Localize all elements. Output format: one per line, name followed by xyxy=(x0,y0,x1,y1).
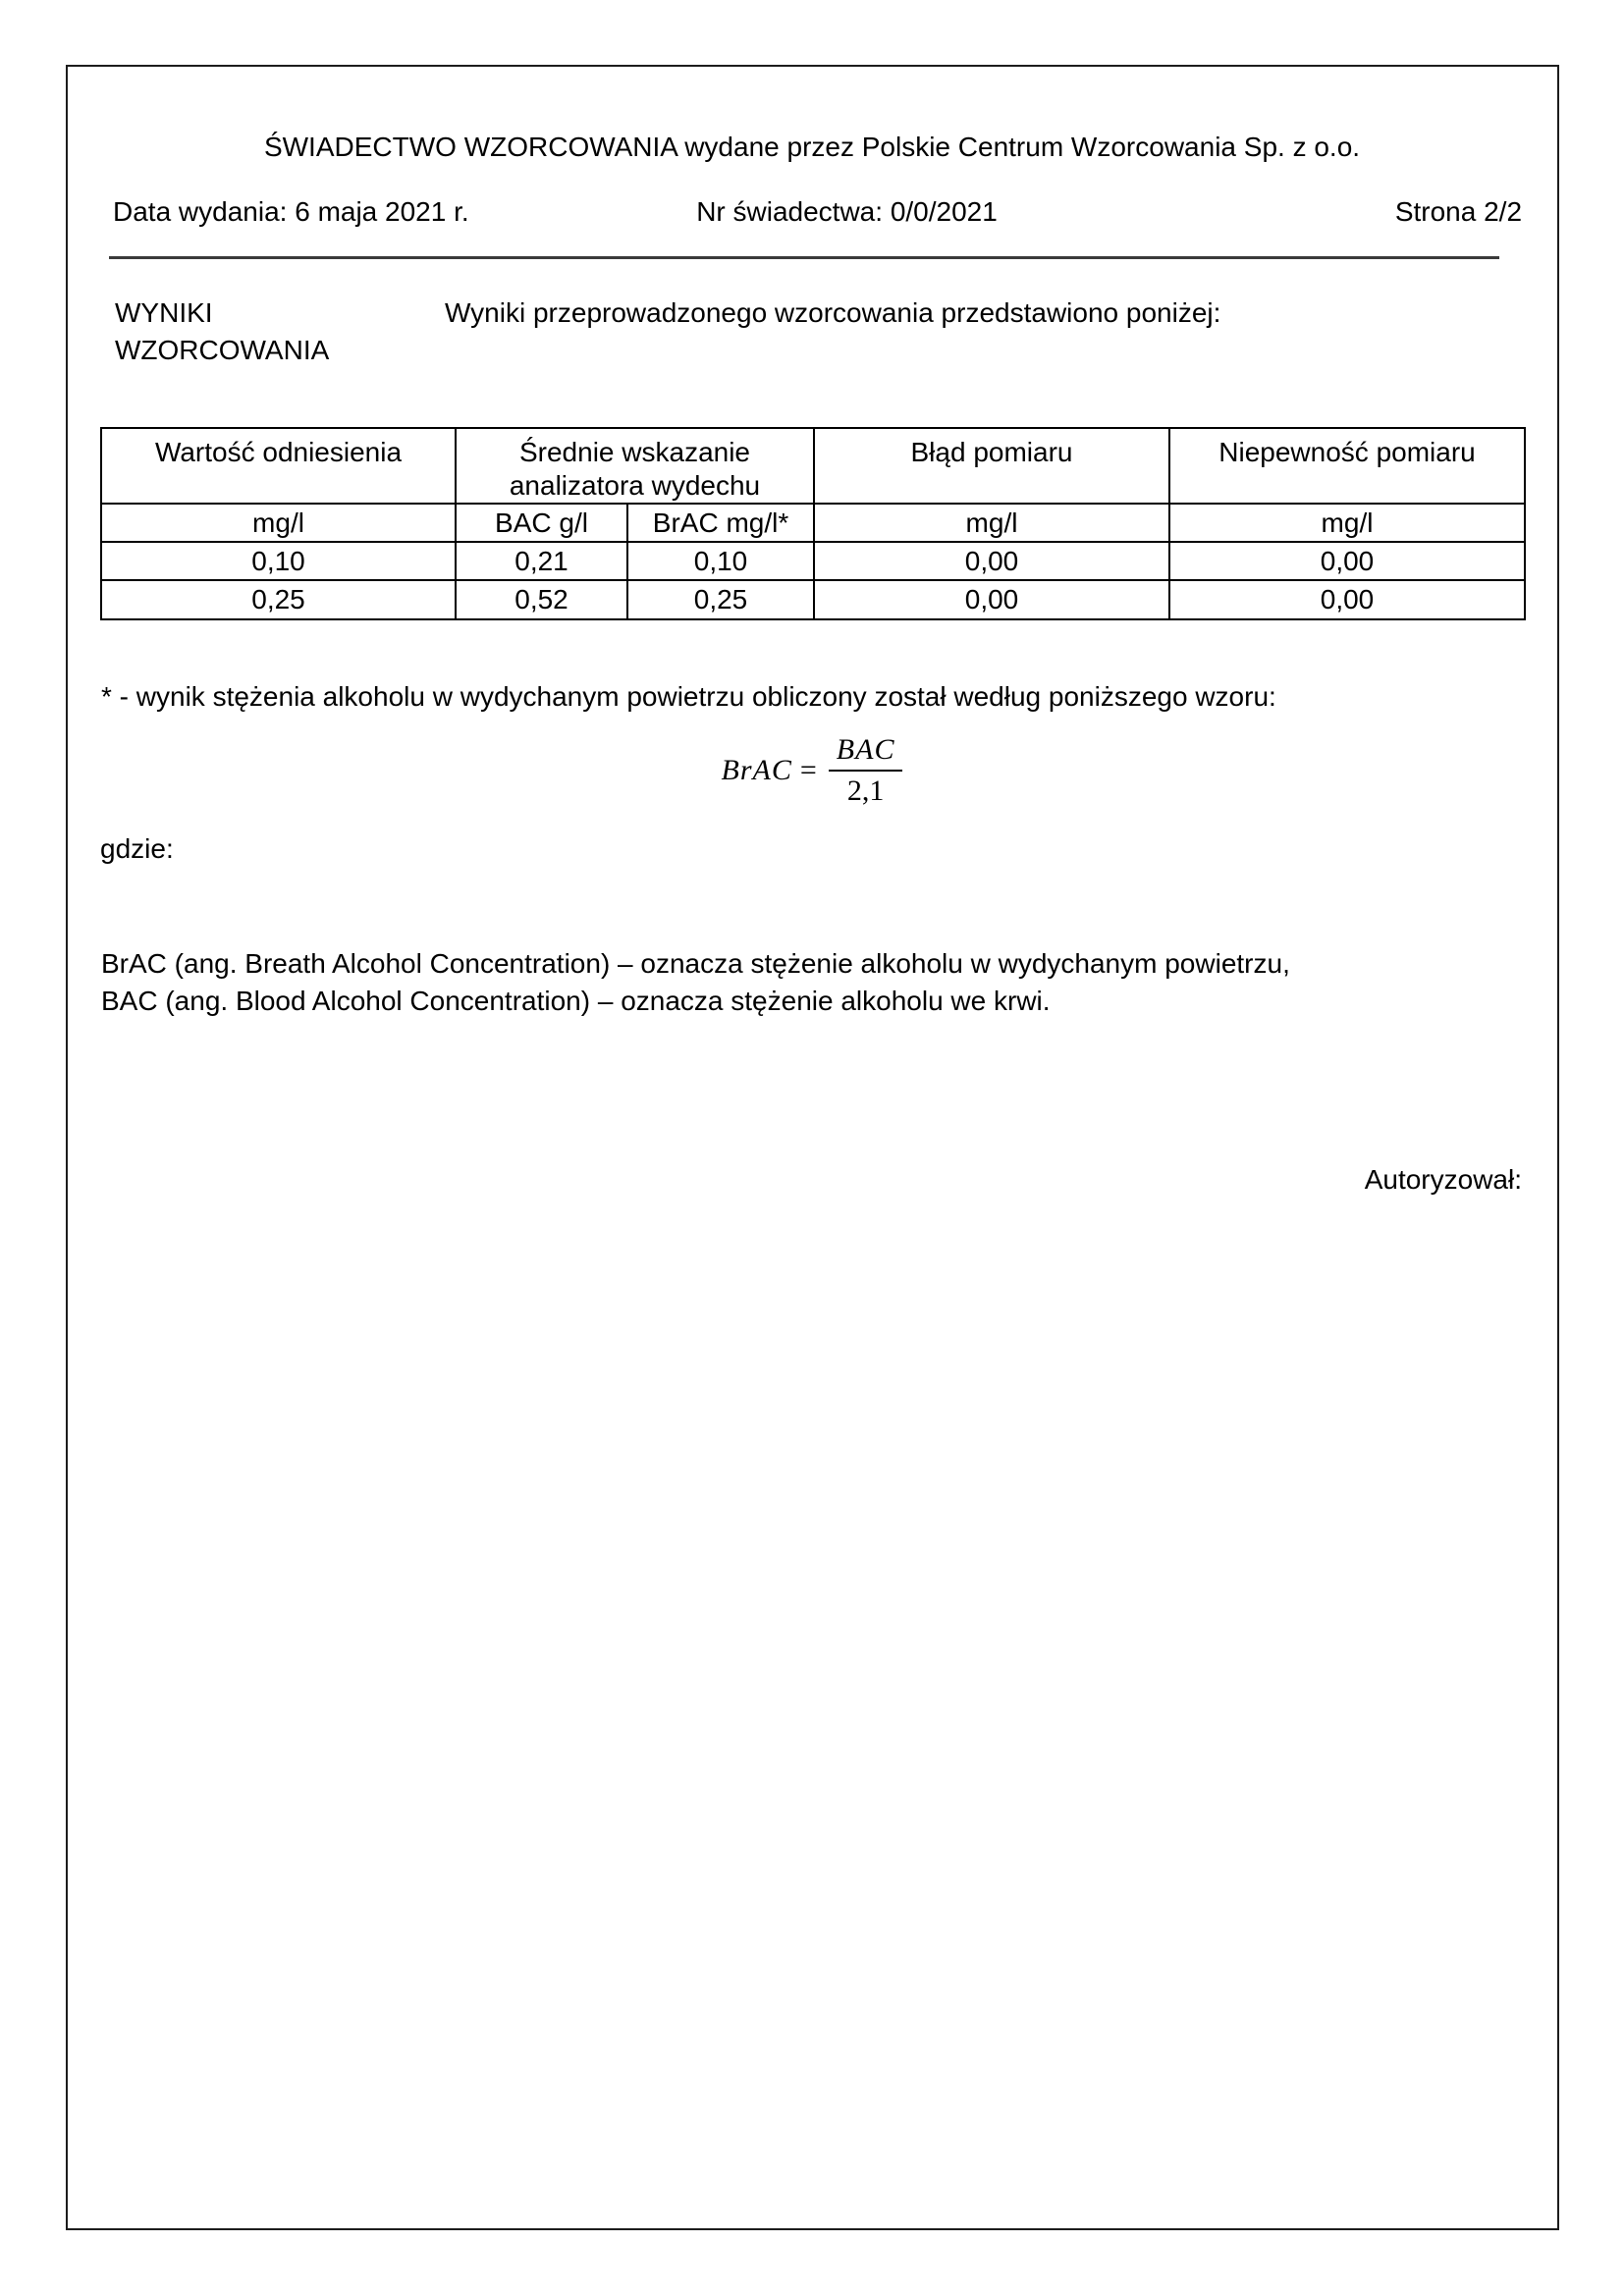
value-cell: 0,25 xyxy=(101,580,456,619)
formula-fraction xyxy=(829,734,903,807)
formula-footnote: * - wynik stężenia alkoholu w wydychanym powietrzu obliczony został według poniższego wzoru: xyxy=(101,681,1276,712)
abbreviation-definitions xyxy=(101,945,1290,1020)
formula-numerator: BAC xyxy=(829,734,903,772)
certificate-number-label: Nr świadectwa: 0/0/2021 xyxy=(696,196,998,227)
brac-definition: BrAC (ang. Breath Alcohol Concentration) – oznacza stężenie alkoholu w wydychanym powietrzu, xyxy=(101,948,1290,979)
header-measurement-error: Błąd pomiaru xyxy=(814,428,1169,504)
unit-cell: mg/l xyxy=(814,504,1169,542)
formula-denominator: 2,1 xyxy=(846,774,885,807)
value-cell: 0,00 xyxy=(1169,542,1525,580)
brac-formula xyxy=(66,734,1558,807)
header-reference-value: Wartość odniesienia xyxy=(101,428,456,504)
header-mean-indication-line2: analizatora wydechu xyxy=(509,470,761,501)
header-meta-row xyxy=(113,192,1522,232)
formula-lhs: BrAC xyxy=(721,754,792,786)
table-row xyxy=(101,542,1525,580)
unit-cell: BAC g/l xyxy=(456,504,627,542)
page-number-label: Strona 2/2 xyxy=(1394,196,1523,227)
table-header-row xyxy=(101,428,1525,504)
header-divider xyxy=(109,256,1499,259)
header-mean-indication-line1: Średnie wskazanie xyxy=(518,437,751,467)
table-units-row xyxy=(101,504,1525,542)
value-cell: 0,00 xyxy=(814,542,1169,580)
unit-cell: mg/l xyxy=(1169,504,1525,542)
results-section-heading xyxy=(115,294,329,369)
value-cell: 0,10 xyxy=(101,542,456,580)
issue-date-label: Data wydania: 6 maja 2021 r. xyxy=(113,196,469,227)
header-mean-indication xyxy=(456,428,814,504)
results-heading-line2: WZORCOWANIA xyxy=(115,335,330,365)
certificate-title: ŚWIADECTWO WZORCOWANIA wydane przez Polskie Centrum Wzorcowania Sp. z o.o. xyxy=(263,132,1361,162)
table-row xyxy=(101,580,1525,619)
authorized-by-label: Autoryzował: xyxy=(1364,1164,1522,1195)
results-heading-line1: WYNIKI xyxy=(115,297,213,328)
header-measurement-uncertainty: Niepewność pomiaru xyxy=(1169,428,1525,504)
formula-equals-sign: = xyxy=(799,754,817,786)
value-cell: 0,52 xyxy=(456,580,627,619)
calibration-results-table xyxy=(100,427,1526,620)
value-cell: 0,25 xyxy=(627,580,814,619)
value-cell: 0,00 xyxy=(1169,580,1525,619)
results-intro-text: Wyniki przeprowadzonego wzorcowania przedstawiono poniżej: xyxy=(445,297,1221,328)
unit-cell: BrAC mg/l* xyxy=(627,504,814,542)
unit-cell: mg/l xyxy=(101,504,456,542)
value-cell: 0,10 xyxy=(627,542,814,580)
value-cell: 0,21 xyxy=(456,542,627,580)
value-cell: 0,00 xyxy=(814,580,1169,619)
page-border xyxy=(66,65,1559,2230)
bac-definition: BAC (ang. Blood Alcohol Concentration) – oznacza stężenie alkoholu we krwi. xyxy=(101,986,1051,1016)
where-label: gdzie: xyxy=(100,833,174,864)
